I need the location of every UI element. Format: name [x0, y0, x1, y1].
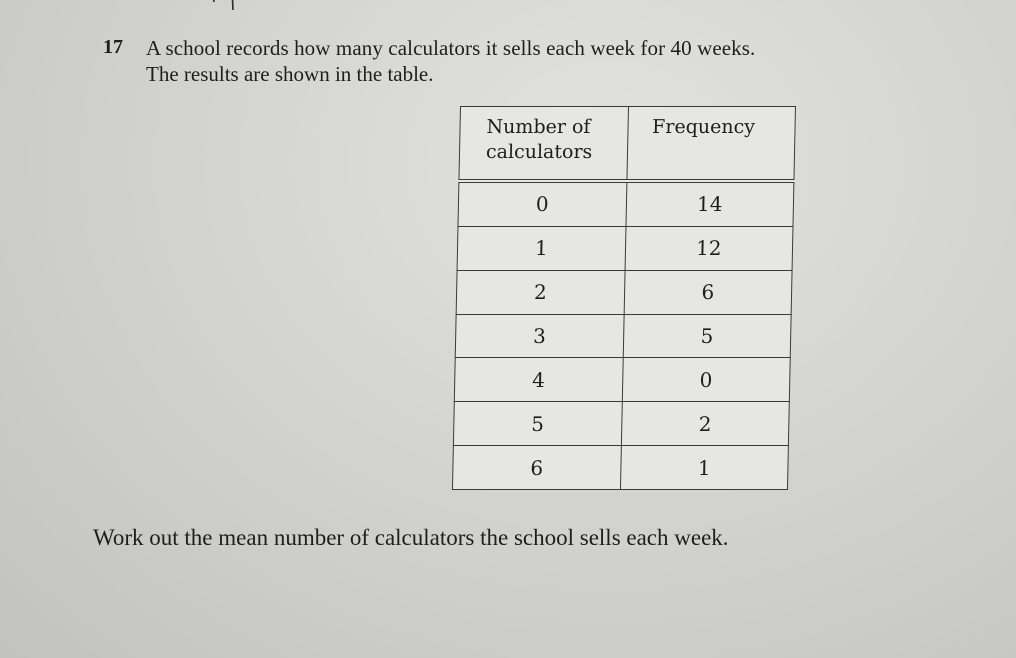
table-row	[454, 358, 790, 402]
frequency-table	[452, 106, 796, 490]
cell-frequency: 6	[624, 270, 792, 314]
cell-frequency: 5	[623, 314, 791, 358]
question-instruction: Work out the mean number of calculators the school sells each week.	[93, 525, 729, 550]
cell-calculators: 1	[457, 226, 626, 270]
column-header-calculators: Number of calculators	[459, 107, 628, 182]
table-row	[458, 181, 794, 226]
table-row	[456, 270, 792, 314]
cell-frequency: 0	[622, 358, 790, 402]
cell-frequency: 12	[625, 226, 793, 270]
cell-frequency: 2	[621, 402, 789, 446]
table-row	[452, 446, 788, 490]
question-number: 17	[103, 36, 123, 58]
cell-frequency: 1	[620, 446, 788, 490]
table-row	[455, 314, 791, 358]
table-row	[457, 226, 793, 270]
cell-calculators: 5	[453, 402, 622, 446]
cell-calculators: 3	[455, 314, 624, 358]
question-intro-line2: The results are shown in the table.	[146, 62, 434, 86]
cell-calculators: 0	[458, 181, 627, 226]
table-row	[453, 402, 789, 446]
column-header-frequency: Frequency	[627, 107, 796, 182]
question-intro: A school records how many calculators it sells each week for 40 weeks.	[146, 36, 756, 60]
handwritten-mark	[208, 0, 248, 14]
cell-calculators: 2	[456, 270, 625, 314]
cell-calculators: 4	[454, 358, 623, 402]
cell-calculators: 6	[452, 446, 621, 490]
cell-frequency: 14	[626, 181, 794, 226]
